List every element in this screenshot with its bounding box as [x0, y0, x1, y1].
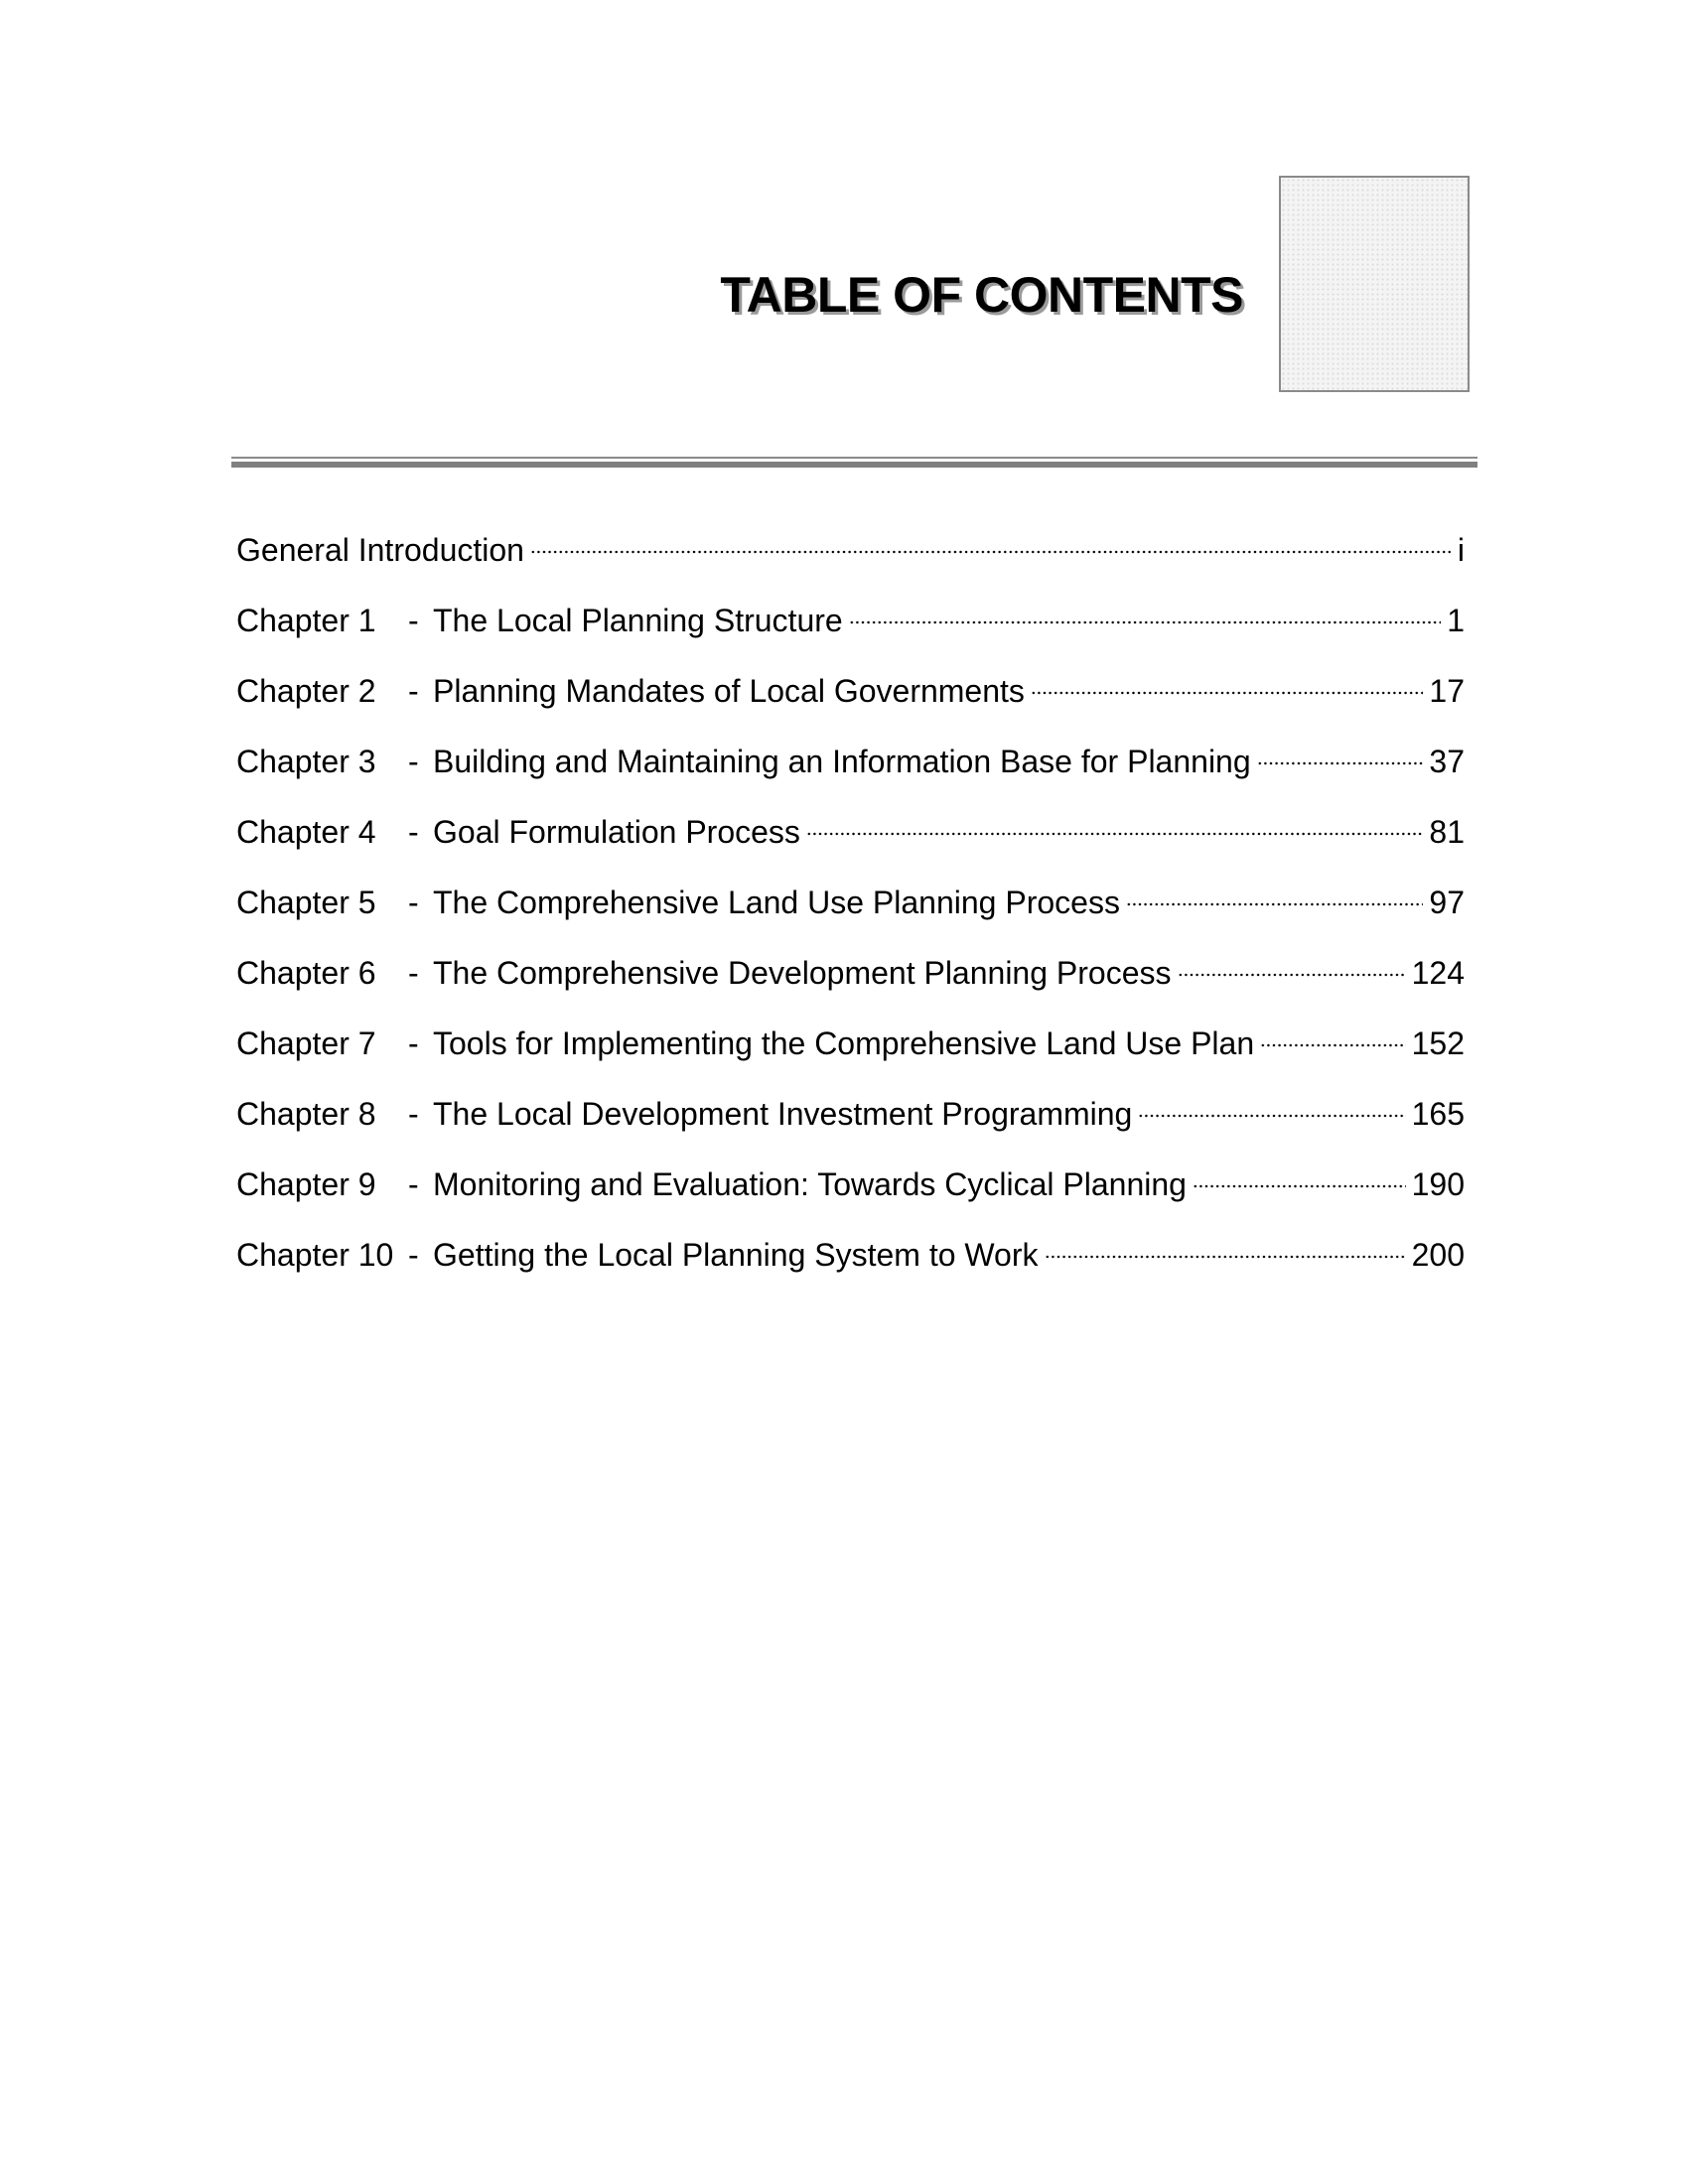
toc-entry-chapter[interactable] [236, 810, 1465, 881]
toc-entry-title: Building and Maintaining an Information Base for Planning [433, 744, 1251, 779]
toc-entry-page: 152 [1411, 1025, 1465, 1061]
separator: - [408, 1237, 419, 1273]
chapter-label: Chapter 1 [236, 603, 376, 638]
toc-entry-page: i [1457, 532, 1465, 568]
toc-entry-title: The Comprehensive Land Use Planning Process [433, 885, 1120, 920]
toc-entry-chapter[interactable] [236, 599, 1465, 669]
dot-leader [1045, 1255, 1406, 1259]
toc-entry-chapter[interactable] [236, 1022, 1465, 1092]
chapter-label: Chapter 6 [236, 955, 376, 991]
toc-list [236, 528, 1465, 1303]
toc-entry-page: 165 [1411, 1096, 1465, 1132]
chapter-label: Chapter 7 [236, 1025, 376, 1061]
toc-entry-introduction[interactable] [236, 528, 1465, 599]
toc-entry-page: 97 [1429, 885, 1465, 920]
dot-leader [530, 550, 1452, 554]
toc-entry-chapter[interactable] [236, 669, 1465, 740]
chapter-label: Chapter 5 [236, 885, 376, 920]
chapter-label: Chapter 3 [236, 744, 376, 779]
toc-entry-title: The Local Planning Structure [433, 603, 843, 638]
dot-leader [1031, 691, 1424, 695]
toc-entry-page: 37 [1429, 744, 1465, 779]
toc-entry-page: 17 [1429, 673, 1465, 709]
toc-entry-title: The Local Development Investment Programming [433, 1096, 1133, 1132]
toc-entry-chapter[interactable] [236, 740, 1465, 810]
chapter-label: Chapter 2 [236, 673, 376, 709]
toc-entry-title: The Comprehensive Development Planning Process [433, 955, 1172, 991]
toc-entry-chapter[interactable] [236, 1233, 1465, 1303]
toc-entry-title: Planning Mandates of Local Governments [433, 673, 1025, 709]
toc-entry-chapter[interactable] [236, 1162, 1465, 1233]
chapter-label: Chapter 4 [236, 814, 376, 850]
page-title: TABLE OF CONTENTS [720, 267, 1243, 323]
chapter-label: Chapter 9 [236, 1166, 376, 1202]
toc-entry-page: 81 [1429, 814, 1465, 850]
toc-entry-page: 1 [1447, 603, 1465, 638]
separator: - [408, 955, 419, 991]
dot-leader [1193, 1184, 1406, 1188]
separator: - [408, 744, 419, 779]
image-placeholder [1279, 176, 1470, 392]
dot-leader [1138, 1114, 1405, 1118]
separator: - [408, 603, 419, 638]
dot-leader [1126, 902, 1423, 906]
separator: - [408, 673, 419, 709]
dot-leader [1257, 761, 1424, 765]
toc-entry-page: 200 [1411, 1237, 1465, 1273]
toc-entry-page: 190 [1411, 1166, 1465, 1202]
toc-entry-page: 124 [1411, 955, 1465, 991]
divider-thick [231, 462, 1477, 468]
toc-entry-chapter[interactable] [236, 1092, 1465, 1162]
dot-leader [806, 832, 1423, 836]
divider-thin [231, 457, 1477, 459]
dot-leader [1260, 1043, 1406, 1047]
toc-entry-title: Goal Formulation Process [433, 814, 800, 850]
chapter-label: Chapter 10 [236, 1237, 394, 1273]
chapter-label: Chapter 8 [236, 1096, 376, 1132]
toc-entry-title: Tools for Implementing the Comprehensive Land Use Plan [433, 1025, 1255, 1061]
separator: - [408, 814, 419, 850]
separator: - [408, 1025, 419, 1061]
separator: - [408, 1166, 419, 1202]
dot-leader [849, 620, 1442, 624]
toc-entry-chapter[interactable] [236, 951, 1465, 1022]
toc-entry-title: General Introduction [236, 532, 524, 568]
dot-leader [1178, 973, 1406, 977]
separator: - [408, 1096, 419, 1132]
separator: - [408, 885, 419, 920]
toc-entry-title: Getting the Local Planning System to Work [433, 1237, 1039, 1273]
toc-entry-chapter[interactable] [236, 881, 1465, 951]
toc-entry-title: Monitoring and Evaluation: Towards Cyclical Planning [433, 1166, 1187, 1202]
